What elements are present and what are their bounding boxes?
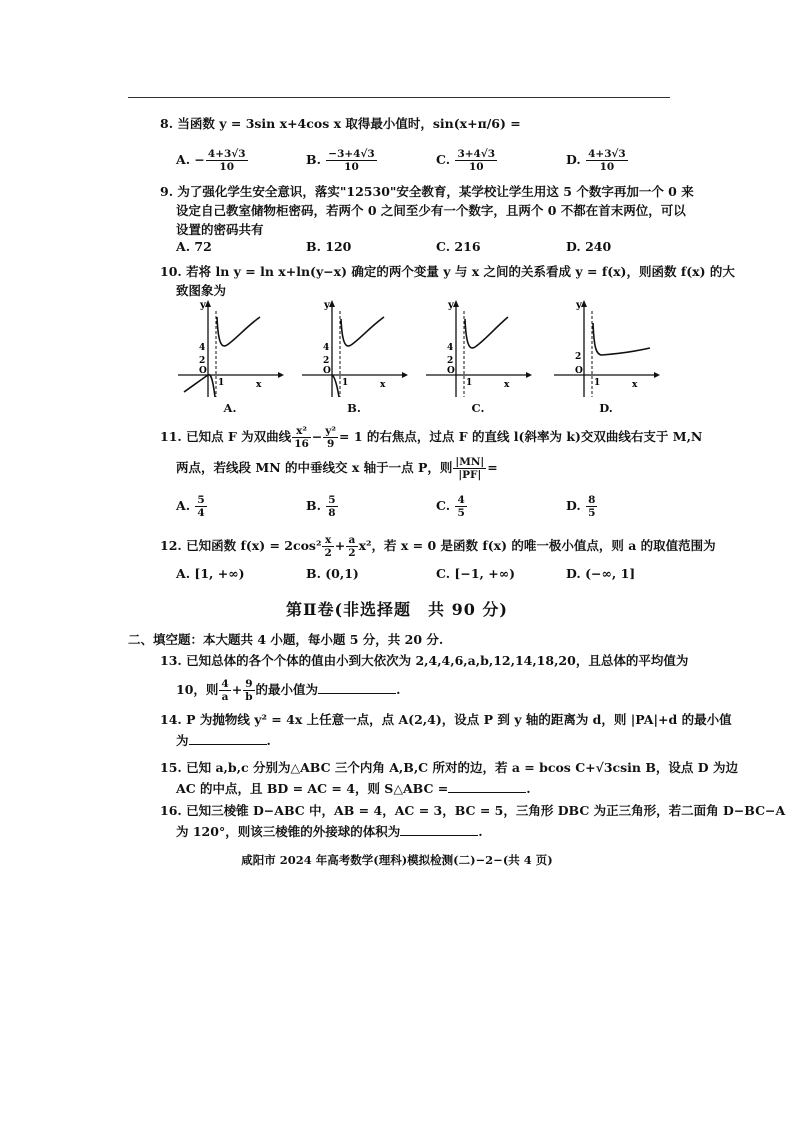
tick-1: 1 — [466, 378, 473, 388]
graph-c — [424, 297, 532, 415]
q9-option-b: B. 120 — [306, 239, 352, 254]
graph-c-plot — [424, 297, 532, 401]
q8-stem: 8. 当函数 y = 3sin x+4cos x 取得最小值时，sin(x+π/6) = — [160, 116, 521, 131]
x-label: x — [380, 380, 386, 390]
q11-line-2: 两点，若线段 MN 的中垂线交 x 轴于一点 P，则 $\frac{|MN|}{|PF|}$ = — [176, 456, 498, 481]
curve-left — [332, 375, 339, 397]
x-axis-arrow — [526, 372, 532, 378]
y-axis-arrow — [329, 300, 335, 307]
x-label: x — [504, 380, 510, 390]
x-label: x — [256, 380, 262, 390]
q8-option-a: A. − $\frac{4+3√3}{10}$ — [176, 148, 246, 173]
q16-line-2: 为 120°，则该三棱锥的外接球的体积为 . — [176, 824, 483, 839]
tick-4: 4 — [447, 343, 454, 353]
y-label: y — [448, 300, 454, 311]
curve-right — [217, 317, 260, 346]
q13-answer-blank[interactable] — [318, 681, 396, 694]
q15-line-2: AC 的中点，且 BD = AC = 4，则 S△ABC = . — [176, 781, 531, 796]
x-label: x — [632, 380, 638, 390]
q9-line-1: 9. 为了强化学生安全意识，落实"12530"安全教育，某学校让学生用这 5 个数字再加一个 0 来 — [160, 184, 694, 199]
curve-right — [593, 323, 650, 355]
y-label: y — [200, 300, 206, 311]
y-axis-arrow — [581, 300, 587, 307]
q11-option-b: B. $\frac{5}{8}$ — [306, 494, 336, 519]
y-axis-arrow — [205, 300, 211, 307]
q9-line-3: 设置的密码共有 — [176, 222, 264, 237]
q14-answer-blank[interactable] — [189, 732, 267, 745]
graph-b — [300, 297, 408, 415]
origin-label: O — [323, 366, 331, 376]
q12-option-d: D. (−∞, 1] — [566, 566, 636, 581]
tick-2: 2 — [575, 352, 582, 362]
tick-1: 1 — [218, 378, 225, 388]
q10-line-2: 致图象为 — [176, 283, 227, 298]
curve-left — [184, 375, 215, 397]
q8-option-c: C. $\frac{3+4√3}{10}$ — [436, 148, 496, 173]
tick-2: 2 — [323, 356, 330, 366]
q11-option-a: A. $\frac{5}{4}$ — [176, 494, 205, 519]
origin-label: O — [447, 366, 455, 376]
q13-line-2: 10，则 $\frac{4}{a}$ + $\frac{9}{b}$ 的最小值为 . — [176, 678, 401, 703]
q14-line-1: 14. P 为抛物线 y² = 4x 上任意一点，点 A(2,4)，设点 P 到 y 轴的距离为 d，则 |PA|+d 的最小值 — [160, 712, 732, 727]
q14-line-2: 为 . — [176, 733, 271, 748]
section-2-title: 第Ⅱ卷(非选择题 共 90 分) — [285, 600, 509, 619]
q16-answer-blank[interactable] — [400, 823, 478, 836]
graph-a-plot — [176, 297, 284, 401]
origin-label: O — [575, 366, 583, 376]
q15-line-1: 15. 已知 a,b,c 分别为△ABC 三个内角 A,B,C 所对的边，若 a = bcos C+√3csin B，设点 D 为边 — [160, 760, 738, 775]
tick-1: 1 — [594, 378, 601, 388]
y-label: y — [576, 300, 582, 311]
q12-option-a: A. [1, +∞) — [176, 566, 245, 581]
q11-line-1: 11. 已知点 F 为双曲线 $\frac{\text{x²}}{16}$ − $\frac{\text{y²}}{9}$ = 1 的右焦点，过点 F 的直线 l(斜率为 k)交双曲线右支于 M,N — [160, 425, 703, 450]
q11-option-d: D. $\frac{8}{5}$ — [566, 494, 596, 519]
q15-answer-blank[interactable] — [448, 780, 526, 793]
q9-option-a: A. 72 — [176, 239, 212, 254]
page-footer: 咸阳市 2024 年高考数学(理科)模拟检测(二)−2−(共 4 页) — [241, 853, 553, 867]
q12-option-c: C. [−1, +∞) — [436, 566, 516, 581]
q9-option-c: C. 216 — [436, 239, 481, 254]
q11-option-c: C. $\frac{4}{5}$ — [436, 494, 465, 519]
x-axis-arrow — [402, 372, 408, 378]
origin-label: O — [199, 366, 207, 376]
tick-4: 4 — [199, 343, 206, 353]
graph-d — [552, 297, 660, 415]
q12-stem: 12. 已知函数 f(x) = 2cos² $\frac{x}{2}$ + $\frac{a}{2}$ x²，若 x = 0 是函数 f(x) 的唯一极小值点，则 a 的取值范围为 — [160, 534, 716, 559]
graph-a-label: A. — [223, 401, 237, 415]
curve-right — [341, 317, 384, 346]
graph-b-plot — [300, 297, 408, 401]
q13-line-1: 13. 已知总体的各个个体的值由小到大依次为 2,4,4,6,a,b,12,14,18,20，且总体的平均值为 — [160, 653, 689, 668]
q8-option-b: B. $\frac{-3+4√3}{10}$ — [306, 148, 375, 173]
q8-option-d: D. $\frac{4+3√3}{10}$ — [566, 148, 626, 173]
q9-line-2: 设定自己教室储物柜密码，若两个 0 之间至少有一个数字，且两个 0 不都在首末两位，可以 — [176, 203, 686, 218]
graph-b-label: B. — [347, 401, 361, 415]
graph-d-label: D. — [599, 401, 613, 415]
tick-4: 4 — [323, 343, 330, 353]
graph-a — [176, 297, 284, 415]
header-rule — [128, 97, 670, 98]
tick-1: 1 — [342, 378, 349, 388]
y-label: y — [324, 300, 330, 311]
y-axis-arrow — [453, 300, 459, 307]
q10-line-1: 10. 若将 ln y = ln x+ln(y−x) 确定的两个变量 y 与 x 之间的关系看成 y = f(x)，则函数 f(x) 的大 — [160, 264, 735, 279]
tick-2: 2 — [447, 356, 454, 366]
curve-right — [465, 317, 508, 348]
q9-option-d: D. 240 — [566, 239, 612, 254]
part-2-header: 二、填空题：本大题共 4 小题，每小题 5 分，共 20 分. — [128, 632, 444, 647]
graph-d-plot — [552, 297, 660, 401]
q12-option-b: B. (0,1) — [306, 566, 359, 581]
x-axis-arrow — [278, 372, 284, 378]
graph-c-label: C. — [471, 401, 485, 415]
tick-2: 2 — [199, 356, 206, 366]
q16-line-1: 16. 已知三棱锥 D−ABC 中，AB = 4，AC = 3，BC = 5，三角形 DBC 为正三角形，若二面角 D−BC−A — [160, 803, 786, 818]
x-axis-arrow — [654, 372, 660, 378]
